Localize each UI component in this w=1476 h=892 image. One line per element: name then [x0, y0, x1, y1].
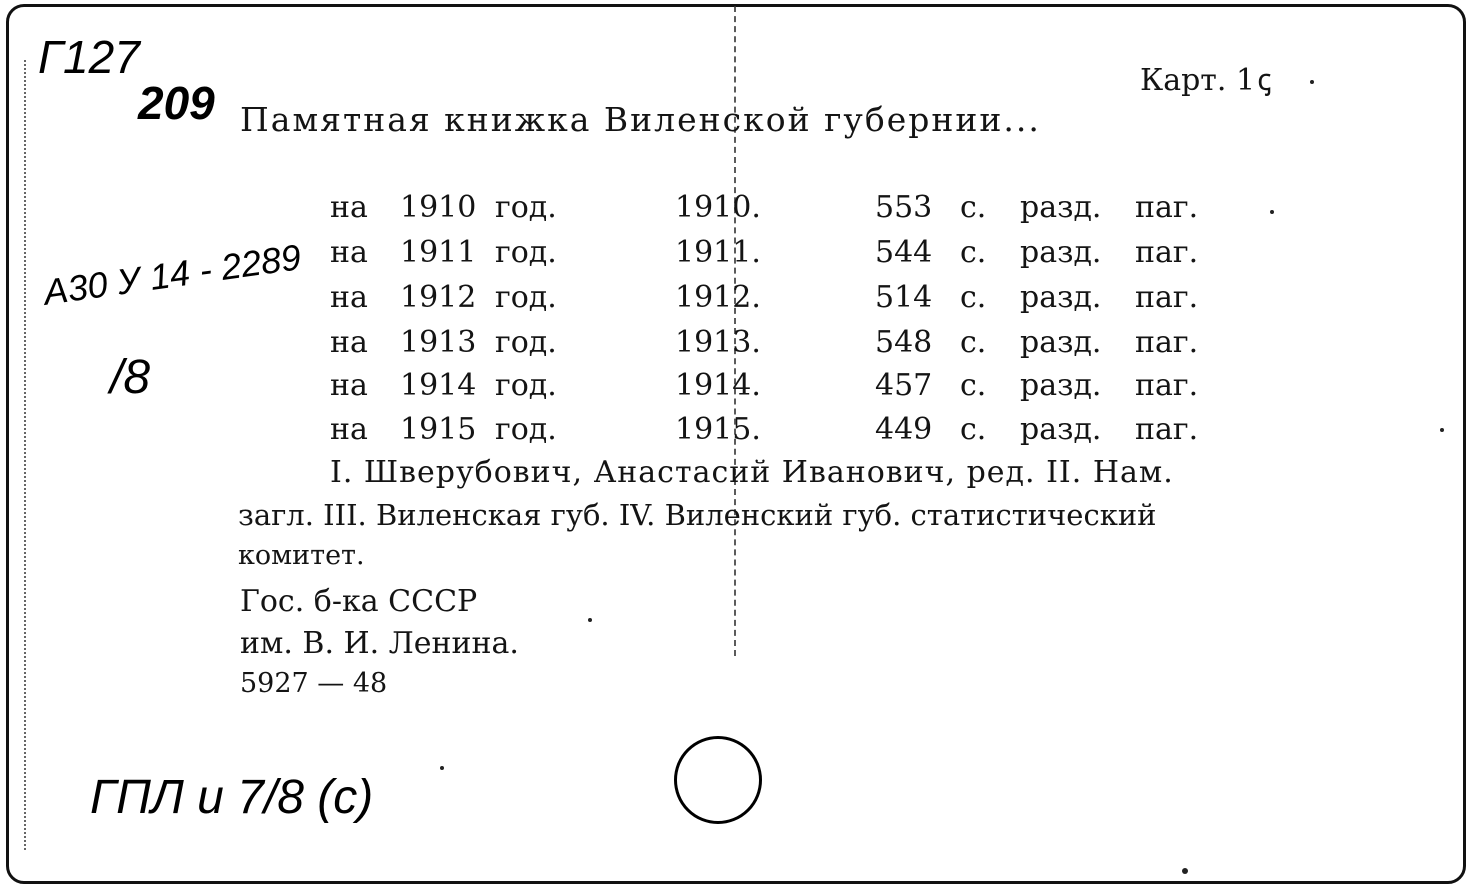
library-line-1: Гос. б-ка СССР [240, 584, 478, 619]
row-god: год. [495, 412, 557, 447]
row-prefix: на [330, 368, 368, 403]
row-s: с. [960, 280, 987, 315]
edge-dots [24, 60, 26, 850]
row-pages: 449 [875, 412, 933, 447]
call-number-top: Г127 [38, 31, 140, 83]
row-razd: разд. [1020, 368, 1102, 403]
card-label-text: Карт. 1 [1140, 63, 1256, 98]
row-pag: паг. [1135, 190, 1199, 225]
row-pag: паг. [1135, 368, 1199, 403]
row-prefix: на [330, 190, 368, 225]
row-year: 1911 [400, 235, 477, 270]
row-published: 1911. [675, 235, 761, 270]
row-s: с. [960, 235, 987, 270]
row-s: с. [960, 412, 987, 447]
row-s: с. [960, 190, 987, 225]
row-pages: 553 [875, 190, 933, 225]
row-year: 1910 [400, 190, 477, 225]
row-prefix: на [330, 235, 368, 270]
row-razd: разд. [1020, 190, 1102, 225]
row-pages: 548 [875, 325, 933, 360]
row-prefix: на [330, 412, 368, 447]
speck [1310, 80, 1314, 84]
library-line-3: 5927 — 48 [240, 668, 388, 699]
card-mark: ꞔ [1257, 63, 1272, 98]
row-pag: паг. [1135, 325, 1199, 360]
row-published: 1910. [675, 190, 761, 225]
row-published: 1912. [675, 280, 761, 315]
row-s: с. [960, 325, 987, 360]
row-published: 1913. [675, 325, 761, 360]
speck [1270, 210, 1274, 214]
row-god: год. [495, 325, 557, 360]
row-prefix: на [330, 325, 368, 360]
row-razd: разд. [1020, 325, 1102, 360]
row-prefix: на [330, 280, 368, 315]
row-s: с. [960, 368, 987, 403]
tracing-line-3: комитет. [238, 540, 365, 571]
tracing-line-2: загл. III. Виленская губ. IV. Виленский губ. статистический [238, 498, 1157, 532]
row-god: год. [495, 368, 557, 403]
row-pages: 457 [875, 368, 933, 403]
call-number-bottom: 209 [138, 77, 215, 129]
side-code: А30 У 14 - 2289 [41, 236, 304, 313]
speck [440, 766, 444, 770]
row-pag: паг. [1135, 235, 1199, 270]
row-razd: разд. [1020, 412, 1102, 447]
title: Памятная книжка Виленской губернии... [240, 100, 1041, 139]
row-pag: паг. [1135, 280, 1199, 315]
row-year: 1915 [400, 412, 477, 447]
speck [1440, 428, 1444, 432]
row-published: 1915. [675, 412, 761, 447]
row-razd: разд. [1020, 235, 1102, 270]
row-year: 1914 [400, 368, 477, 403]
row-god: год. [495, 190, 557, 225]
library-line-2: им. В. И. Ленина. [240, 626, 519, 661]
punch-hole [674, 736, 762, 824]
row-pages: 544 [875, 235, 933, 270]
row-pag: паг. [1135, 412, 1199, 447]
row-razd: разд. [1020, 280, 1102, 315]
speck [588, 618, 592, 622]
speck [1182, 868, 1188, 874]
row-published: 1914. [675, 368, 761, 403]
row-year: 1913 [400, 325, 477, 360]
row-pages: 514 [875, 280, 933, 315]
side-code-sub: /8 [110, 351, 151, 404]
tracing-line-1: I. Шверубович, Анастасий Иванович, ред. II. Нам. [330, 455, 1174, 490]
card-label [1140, 58, 1271, 99]
bottom-note: ГПЛ и 7/8 (с) [90, 771, 374, 824]
row-god: год. [495, 280, 557, 315]
row-year: 1912 [400, 280, 477, 315]
row-god: год. [495, 235, 557, 270]
